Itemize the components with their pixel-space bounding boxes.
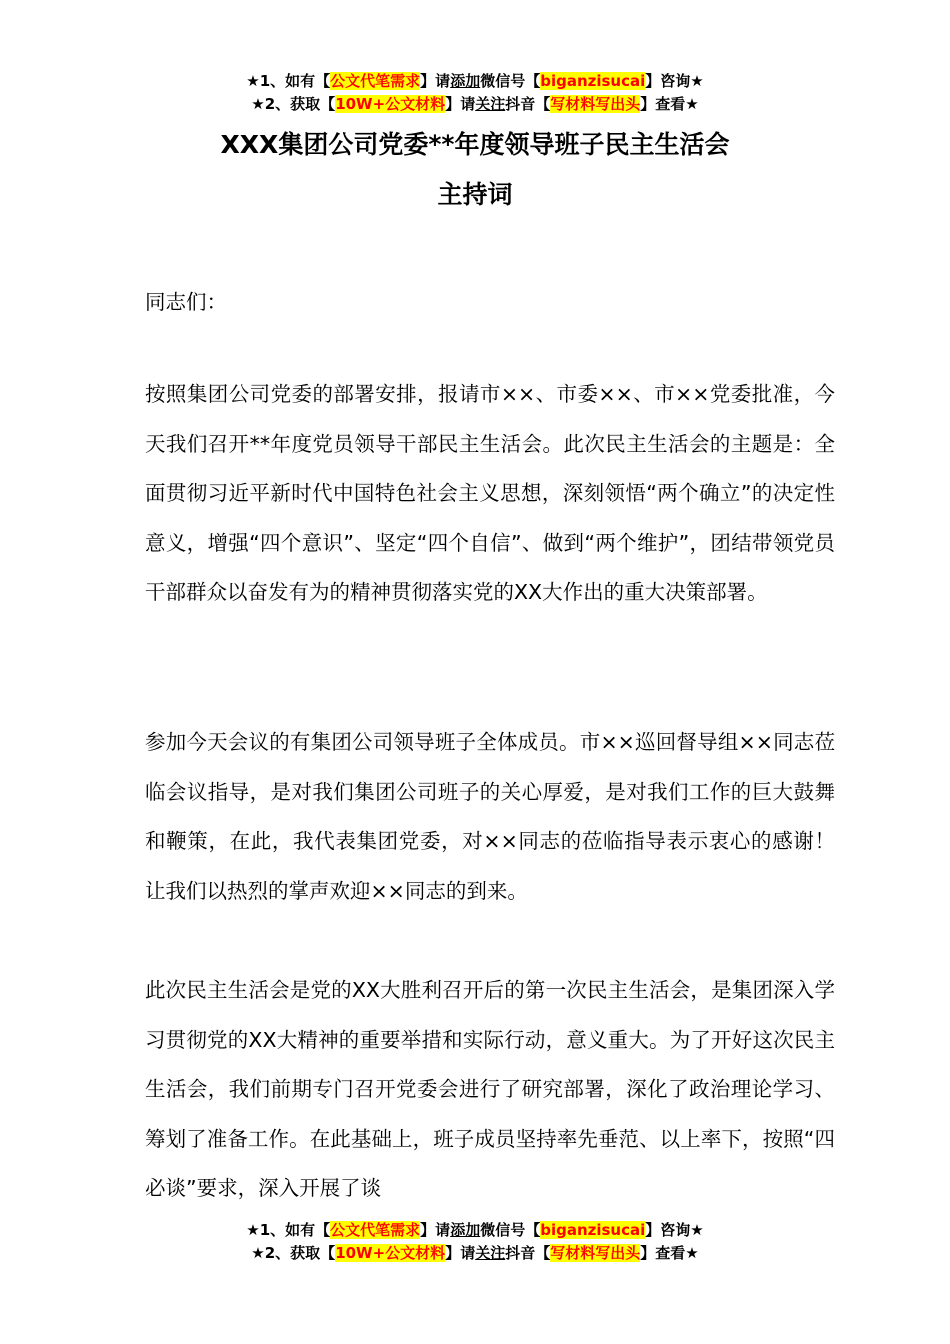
paragraph: 按照集团公司党委的部署安排，报请市××、市委××、市××党委批准，今天我们召开**年度党员领导干部民主生活会。此次民主生活会的主题是：全面贯彻习近平新时代中国特色社会主义思想，深刻领悟“两个确立”的决定性意义，增强“四个意识”、坚定“四个自信”、做到“两个维护”，团结带领党员干部群众以奋发有为的精神贯彻落实党的XX大作出的重大决策部署。 bbox=[145, 382, 835, 604]
promo-text: 】请 bbox=[445, 1244, 476, 1262]
salutation: 同志们： bbox=[145, 290, 227, 314]
promo-douyin-name: 写材料写出头 bbox=[550, 95, 641, 113]
promo-text: ★1、如有【 bbox=[246, 1221, 331, 1239]
promo-underline-text: 关注 bbox=[475, 95, 506, 113]
promo-highlight: 10W+公文材料 bbox=[335, 95, 446, 113]
promo-underline-text: 添加 bbox=[450, 1221, 481, 1239]
promo-text: 】咨询★ bbox=[645, 72, 704, 90]
promo-text: ★2、获取【 bbox=[251, 95, 336, 113]
document-subtitle: 主持词 bbox=[437, 180, 513, 209]
promo-text: 微信号【 bbox=[480, 72, 541, 90]
footer-promo-banner bbox=[0, 1219, 950, 1265]
promo-wechat-id: biganzisucai bbox=[540, 1221, 646, 1239]
promo-text: 微信号【 bbox=[480, 1221, 541, 1239]
promo-text: 】查看★ bbox=[640, 95, 699, 113]
promo-text: 抖音【 bbox=[505, 1244, 551, 1262]
promo-text: 】请 bbox=[420, 1221, 451, 1239]
promo-text: 】查看★ bbox=[640, 1244, 699, 1262]
header-promo-banner bbox=[0, 70, 950, 116]
promo-highlight: 公文代笔需求 bbox=[330, 1221, 421, 1239]
promo-text: ★1、如有【 bbox=[246, 72, 331, 90]
promo-underline-text: 添加 bbox=[450, 72, 481, 90]
paragraph: 参加今天会议的有集团公司领导班子全体成员。市××巡回督导组××同志莅临会议指导，是对我们集团公司班子的关心厚爱，是对我们工作的巨大鼓舞和鞭策，在此，我代表集团党委，对××同志的莅临指导表示衷心的感谢！让我们以热烈的掌声欢迎××同志的到来。 bbox=[145, 730, 835, 903]
promo-line-2 bbox=[0, 93, 950, 116]
promo-highlight: 公文代笔需求 bbox=[330, 72, 421, 90]
promo-text: 抖音【 bbox=[505, 95, 551, 113]
document-title: XXX集团公司党委**年度领导班子民主生活会 bbox=[220, 130, 730, 159]
promo-wechat-id: biganzisucai bbox=[540, 72, 646, 90]
paragraph: 此次民主生活会是党的XX大胜利召开后的第一次民主生活会，是集团深入学习贯彻党的XX大精神的重要举措和实际行动，意义重大。为了开好这次民主生活会，我们前期专门召开党委会进行了研究部署，深化了政治理论学习、筹划了准备工作。在此基础上，班子成员坚持率先垂范、以上率下，按照“四必谈”要求，深入开展了谈 bbox=[145, 978, 835, 1200]
promo-text: 】请 bbox=[445, 95, 476, 113]
promo-text: 】请 bbox=[420, 72, 451, 90]
promo-douyin-name: 写材料写出头 bbox=[550, 1244, 641, 1262]
promo-highlight: 10W+公文材料 bbox=[335, 1244, 446, 1262]
promo-text: 】咨询★ bbox=[645, 1221, 704, 1239]
promo-line-2 bbox=[0, 1242, 950, 1265]
promo-text: ★2、获取【 bbox=[251, 1244, 336, 1262]
promo-underline-text: 关注 bbox=[475, 1244, 506, 1262]
promo-line-1 bbox=[0, 1219, 950, 1242]
promo-line-1 bbox=[0, 70, 950, 93]
